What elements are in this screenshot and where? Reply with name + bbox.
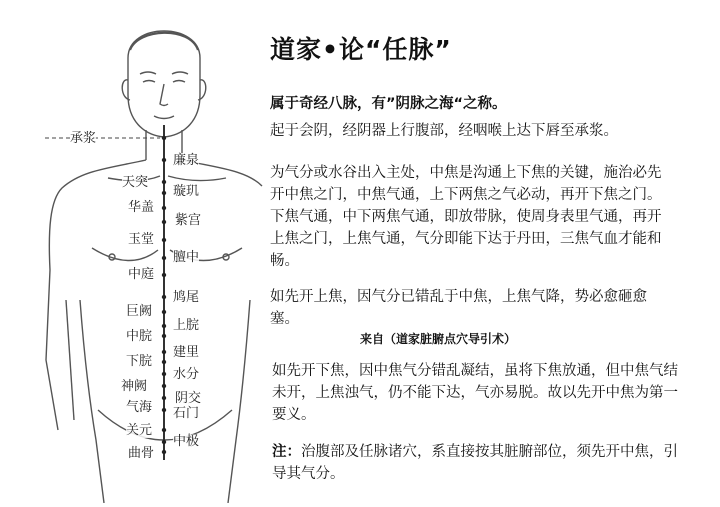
acupoint-zhongwan: 中脘	[126, 329, 153, 344]
acupoint-lianquan: 廉泉	[173, 153, 200, 168]
acupoint-juque: 巨阙	[126, 304, 153, 319]
acupoint-shimen: 石门	[173, 406, 200, 421]
acupoint-zhongting: 中庭	[128, 267, 155, 282]
source-citation: 来自（道家脏腑点穴导引术）	[360, 332, 517, 346]
acupoint-jiuwei: 鸠尾	[173, 290, 200, 305]
paragraph-middle-jiao: 为气分或水谷出入主处，中焦是沟通上下焦的关键，施治必先开中焦之门，中焦气通，上下两焦之气必动，再开下焦之门。下焦气通，中下两焦气通，即放带脉，使周身表里气通，再开上焦之门，上焦气通，气分即能下达于丹田，三焦气血才能和畅。	[270, 165, 662, 269]
acupoint-zigong: 紫宫	[175, 213, 202, 228]
acupoint-yinjiao: 阴交	[175, 391, 202, 406]
acupoint-shuifen: 水分	[173, 367, 200, 382]
page-subtitle: 属于奇经八脉，有”阴脉之海“之称。	[270, 96, 507, 112]
paragraph-origin: 起于会阴，经阴器上行腹部，经咽喉上达下唇至承浆。	[270, 123, 618, 139]
acupoint-huagai: 华盖	[128, 200, 155, 215]
acupoint-guanyuan: 关元	[126, 423, 153, 438]
acupoint-qihai: 气海	[126, 400, 153, 415]
acupoint-chengjiang: 承浆	[70, 131, 97, 146]
acupoint-xuanji: 璇玑	[173, 184, 200, 199]
acupoint-yutang: 玉堂	[128, 232, 155, 247]
paragraph-upper-first: 如先开上焦，因气分已错乱于中焦，上焦气降，势必愈砸愈塞。	[270, 289, 647, 327]
acupoint-shangwan: 上脘	[173, 318, 200, 333]
acupoint-tiantu: 天突	[122, 175, 149, 190]
note-paragraph	[272, 441, 687, 485]
acupoint-zhongji: 中极	[173, 434, 200, 449]
acupoint-danzhong: 膻中	[173, 250, 200, 265]
acupoint-jianli: 建里	[173, 345, 200, 360]
note-text: 治腹部及任脉诸穴，系直接按其脏腑部位，须先开中焦，引导其气分。	[272, 444, 678, 482]
paragraph-lower-first: 如先开下焦，因中焦气分错乱凝结，虽将下焦放通，但中焦气结未开，上焦浊气，仍不能下达，气亦易脱。故以先开中焦为第一要义。	[272, 363, 678, 423]
acupoint-shenque: 神阙	[121, 379, 148, 394]
acupoint-qugu: 曲骨	[128, 446, 155, 461]
note-label: 注：	[272, 444, 301, 460]
body-figure	[0, 0, 265, 503]
page-title: 道家•论“任脉”	[270, 35, 452, 64]
acupoint-xiawan: 下脘	[126, 354, 153, 369]
